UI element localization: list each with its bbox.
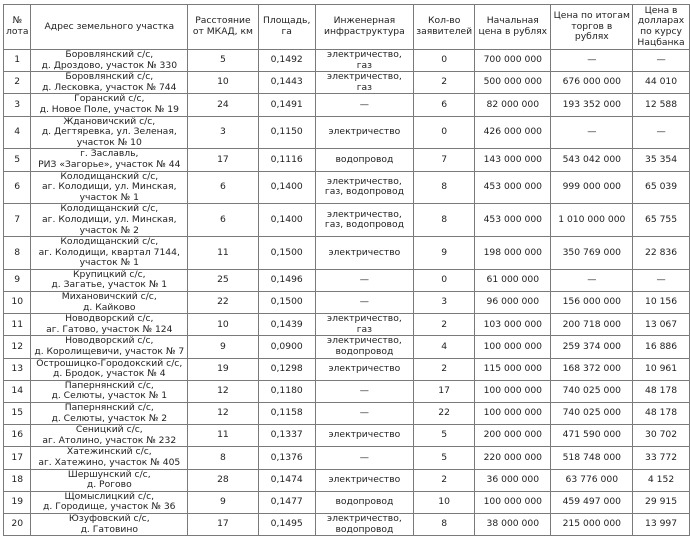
lot-number-cell: 18 — [4, 469, 31, 491]
header-final-price: Цена по итогам торгов в рублях — [551, 5, 633, 50]
distance-cell: 6 — [188, 171, 259, 204]
table-row — [4, 358, 690, 380]
area-cell: 0,1496 — [258, 269, 315, 291]
usd-price-cell: 12 588 — [633, 94, 690, 116]
applicants-cell: 5 — [414, 447, 475, 469]
area-cell: 0,1495 — [258, 513, 315, 535]
address-cell: Михановичский с/с, д. Кайково — [31, 292, 188, 314]
header-distance: Расстояние от МКАД, км — [188, 5, 259, 50]
area-cell: 0,1492 — [258, 50, 315, 72]
usd-price-cell: 33 772 — [633, 447, 690, 469]
applicants-cell: 2 — [414, 72, 475, 94]
address-cell: Юзуфовский с/с, д. Гатовино — [31, 513, 188, 535]
address-cell: Крупицкий с/с, д. Загатье, участок № 1 — [31, 269, 188, 291]
usd-price-cell: 65 755 — [633, 204, 690, 237]
infrastructure-cell: — — [315, 269, 414, 291]
distance-cell: 11 — [188, 425, 259, 447]
usd-price-cell: 30 702 — [633, 425, 690, 447]
infrastructure-cell: — — [315, 94, 414, 116]
final-price-cell: 215 000 000 — [551, 513, 633, 535]
infrastructure-cell: электричество — [315, 116, 414, 149]
area-cell: 0,1400 — [258, 204, 315, 237]
header-start-price: Начальная цена в рублях — [475, 5, 551, 50]
infrastructure-cell: — — [315, 403, 414, 425]
usd-price-cell: — — [633, 50, 690, 72]
start-price-cell: 200 000 000 — [475, 425, 551, 447]
distance-cell: 3 — [188, 116, 259, 149]
final-price-cell: 459 497 000 — [551, 491, 633, 513]
infrastructure-cell: электричество, газ, водопровод — [315, 204, 414, 237]
table-row — [4, 292, 690, 314]
lot-number-cell: 17 — [4, 447, 31, 469]
area-cell: 0,1376 — [258, 447, 315, 469]
start-price-cell: 453 000 000 — [475, 204, 551, 237]
applicants-cell: 8 — [414, 513, 475, 535]
usd-price-cell: 35 354 — [633, 149, 690, 171]
start-price-cell: 115 000 000 — [475, 358, 551, 380]
applicants-cell: 0 — [414, 116, 475, 149]
header-area: Площадь, га — [258, 5, 315, 50]
final-price-cell: 471 590 000 — [551, 425, 633, 447]
distance-cell: 17 — [188, 149, 259, 171]
applicants-cell: 8 — [414, 204, 475, 237]
lot-number-cell: 7 — [4, 204, 31, 237]
address-cell: Колодищанский с/с, аг. Колодищи, ул. Минская, участок № 2 — [31, 204, 188, 237]
address-cell: Сеницкий с/с, аг. Атолино, участок № 232 — [31, 425, 188, 447]
distance-cell: 19 — [188, 358, 259, 380]
usd-price-cell: 22 836 — [633, 237, 690, 270]
area-cell: 0,1477 — [258, 491, 315, 513]
distance-cell: 6 — [188, 204, 259, 237]
final-price-cell: 740 025 000 — [551, 403, 633, 425]
lot-number-cell: 20 — [4, 513, 31, 535]
applicants-cell: 6 — [414, 94, 475, 116]
final-price-cell: 1 010 000 000 — [551, 204, 633, 237]
lot-number-cell: 19 — [4, 491, 31, 513]
start-price-cell: 453 000 000 — [475, 171, 551, 204]
lot-number-cell: 4 — [4, 116, 31, 149]
table-row — [4, 269, 690, 291]
header-infrastructure: Инженерная инфраструктура — [315, 5, 414, 50]
applicants-cell: 9 — [414, 237, 475, 270]
usd-price-cell: 10 156 — [633, 292, 690, 314]
infrastructure-cell: электричество, газ — [315, 50, 414, 72]
distance-cell: 5 — [188, 50, 259, 72]
address-cell: Острошицко-Городокский с/с, д. Бродок, участок № 4 — [31, 358, 188, 380]
area-cell: 0,1443 — [258, 72, 315, 94]
infrastructure-cell: электричество, водопровод — [315, 513, 414, 535]
distance-cell: 12 — [188, 380, 259, 402]
applicants-cell: 10 — [414, 491, 475, 513]
address-cell: Колодищанский с/с, аг. Колодищи, ул. Минская, участок № 1 — [31, 171, 188, 204]
start-price-cell: 100 000 000 — [475, 380, 551, 402]
lot-number-cell: 14 — [4, 380, 31, 402]
table-row — [4, 491, 690, 513]
table-row — [4, 149, 690, 171]
start-price-cell: 100 000 000 — [475, 336, 551, 358]
auction-results-table-container — [3, 4, 690, 536]
table-row — [4, 204, 690, 237]
infrastructure-cell: водопровод — [315, 491, 414, 513]
applicants-cell: 2 — [414, 314, 475, 336]
start-price-cell: 220 000 000 — [475, 447, 551, 469]
table-row — [4, 72, 690, 94]
lot-number-cell: 8 — [4, 237, 31, 270]
start-price-cell: 100 000 000 — [475, 403, 551, 425]
applicants-cell: 0 — [414, 269, 475, 291]
final-price-cell: 168 372 000 — [551, 358, 633, 380]
applicants-cell: 22 — [414, 403, 475, 425]
header-applicants: Кол-во заявителей — [414, 5, 475, 50]
address-cell: Горанский с/с, д. Новое Поле, участок № 19 — [31, 94, 188, 116]
table-row — [4, 237, 690, 270]
infrastructure-cell: электричество — [315, 358, 414, 380]
lot-number-cell: 12 — [4, 336, 31, 358]
final-price-cell: 518 748 000 — [551, 447, 633, 469]
usd-price-cell: 29 915 — [633, 491, 690, 513]
infrastructure-cell: электричество — [315, 237, 414, 270]
area-cell: 0,1180 — [258, 380, 315, 402]
applicants-cell: 2 — [414, 469, 475, 491]
usd-price-cell: 65 039 — [633, 171, 690, 204]
usd-price-cell: 10 961 — [633, 358, 690, 380]
area-cell: 0,1500 — [258, 237, 315, 270]
area-cell: 0,0900 — [258, 336, 315, 358]
usd-price-cell: 16 886 — [633, 336, 690, 358]
address-cell: Щомыслицкий с/с, д. Городище, участок № 36 — [31, 491, 188, 513]
final-price-cell: — — [551, 269, 633, 291]
table-row — [4, 171, 690, 204]
distance-cell: 24 — [188, 94, 259, 116]
applicants-cell: 7 — [414, 149, 475, 171]
infrastructure-cell: электричество — [315, 469, 414, 491]
distance-cell: 9 — [188, 491, 259, 513]
header-address: Адрес земельного участка — [31, 5, 188, 50]
lot-number-cell: 2 — [4, 72, 31, 94]
table-row — [4, 469, 690, 491]
header-row — [4, 5, 690, 50]
lot-number-cell: 3 — [4, 94, 31, 116]
start-price-cell: 198 000 000 — [475, 237, 551, 270]
table-row — [4, 116, 690, 149]
table-body — [4, 50, 690, 536]
start-price-cell: 100 000 000 — [475, 491, 551, 513]
infrastructure-cell: водопровод — [315, 149, 414, 171]
area-cell: 0,1116 — [258, 149, 315, 171]
start-price-cell: 36 000 000 — [475, 469, 551, 491]
infrastructure-cell: — — [315, 380, 414, 402]
distance-cell: 17 — [188, 513, 259, 535]
usd-price-cell: 13 997 — [633, 513, 690, 535]
lot-number-cell: 15 — [4, 403, 31, 425]
address-cell: Хатежинский с/с, аг. Хатежино, участок № 405 — [31, 447, 188, 469]
distance-cell: 12 — [188, 403, 259, 425]
table-row — [4, 380, 690, 402]
final-price-cell: 999 000 000 — [551, 171, 633, 204]
table-row — [4, 50, 690, 72]
applicants-cell: 4 — [414, 336, 475, 358]
usd-price-cell: 48 178 — [633, 380, 690, 402]
area-cell: 0,1158 — [258, 403, 315, 425]
start-price-cell: 143 000 000 — [475, 149, 551, 171]
table-row — [4, 513, 690, 535]
area-cell: 0,1491 — [258, 94, 315, 116]
distance-cell: 8 — [188, 447, 259, 469]
usd-price-cell: — — [633, 269, 690, 291]
area-cell: 0,1474 — [258, 469, 315, 491]
table-row — [4, 403, 690, 425]
final-price-cell: 156 000 000 — [551, 292, 633, 314]
lot-number-cell: 13 — [4, 358, 31, 380]
table-row — [4, 425, 690, 447]
address-cell: Боровлянский с/с, д. Дроздово, участок № 330 — [31, 50, 188, 72]
final-price-cell: 740 025 000 — [551, 380, 633, 402]
applicants-cell: 17 — [414, 380, 475, 402]
final-price-cell: 193 352 000 — [551, 94, 633, 116]
start-price-cell: 61 000 000 — [475, 269, 551, 291]
start-price-cell: 103 000 000 — [475, 314, 551, 336]
address-cell: Папернянский с/с, д. Селюты, участок № 1 — [31, 380, 188, 402]
address-cell: Ждановичский с/с, д. Дегтяревка, ул. Зеленая, участок № 10 — [31, 116, 188, 149]
final-price-cell: 543 042 000 — [551, 149, 633, 171]
start-price-cell: 700 000 000 — [475, 50, 551, 72]
table-row — [4, 336, 690, 358]
lot-number-cell: 6 — [4, 171, 31, 204]
lot-number-cell: 5 — [4, 149, 31, 171]
final-price-cell: — — [551, 116, 633, 149]
infrastructure-cell: электричество, газ — [315, 314, 414, 336]
infrastructure-cell: — — [315, 292, 414, 314]
area-cell: 0,1400 — [258, 171, 315, 204]
area-cell: 0,1298 — [258, 358, 315, 380]
usd-price-cell: — — [633, 116, 690, 149]
lot-number-cell: 9 — [4, 269, 31, 291]
distance-cell: 9 — [188, 336, 259, 358]
header-lot-number: № лота — [4, 5, 31, 50]
address-cell: Шершунский с/с, д. Рогово — [31, 469, 188, 491]
distance-cell: 10 — [188, 72, 259, 94]
usd-price-cell: 48 178 — [633, 403, 690, 425]
distance-cell: 10 — [188, 314, 259, 336]
distance-cell: 28 — [188, 469, 259, 491]
lot-number-cell: 11 — [4, 314, 31, 336]
area-cell: 0,1150 — [258, 116, 315, 149]
infrastructure-cell: — — [315, 447, 414, 469]
area-cell: 0,1337 — [258, 425, 315, 447]
distance-cell: 25 — [188, 269, 259, 291]
start-price-cell: 38 000 000 — [475, 513, 551, 535]
address-cell: г. Заславль, РИЗ «Загорье», участок № 44 — [31, 149, 188, 171]
usd-price-cell: 44 010 — [633, 72, 690, 94]
address-cell: Колодищанский с/с, аг. Колодищи, квартал 7144, участок № 1 — [31, 237, 188, 270]
infrastructure-cell: электричество — [315, 425, 414, 447]
infrastructure-cell: электричество, газ — [315, 72, 414, 94]
usd-price-cell: 4 152 — [633, 469, 690, 491]
final-price-cell: — — [551, 50, 633, 72]
address-cell: Новодворский с/с, д. Королищевичи, участок № 7 — [31, 336, 188, 358]
lot-number-cell: 10 — [4, 292, 31, 314]
final-price-cell: 350 769 000 — [551, 237, 633, 270]
auction-results-table — [3, 4, 690, 536]
final-price-cell: 200 718 000 — [551, 314, 633, 336]
infrastructure-cell: электричество, водопровод — [315, 336, 414, 358]
distance-cell: 11 — [188, 237, 259, 270]
lot-number-cell: 1 — [4, 50, 31, 72]
address-cell: Папернянский с/с, д. Селюты, участок № 2 — [31, 403, 188, 425]
area-cell: 0,1439 — [258, 314, 315, 336]
address-cell: Новодворский с/с, аг. Гатово, участок № 124 — [31, 314, 188, 336]
infrastructure-cell: электричество, газ, водопровод — [315, 171, 414, 204]
applicants-cell: 3 — [414, 292, 475, 314]
applicants-cell: 0 — [414, 50, 475, 72]
lot-number-cell: 16 — [4, 425, 31, 447]
start-price-cell: 500 000 000 — [475, 72, 551, 94]
address-cell: Боровлянский с/с, д. Лесковка, участок № 744 — [31, 72, 188, 94]
applicants-cell: 8 — [414, 171, 475, 204]
start-price-cell: 96 000 000 — [475, 292, 551, 314]
start-price-cell: 426 000 000 — [475, 116, 551, 149]
area-cell: 0,1500 — [258, 292, 315, 314]
header-usd-price: Цена в долларах по курсу Нацбанка — [633, 5, 690, 50]
final-price-cell: 63 776 000 — [551, 469, 633, 491]
table-row — [4, 447, 690, 469]
applicants-cell: 2 — [414, 358, 475, 380]
start-price-cell: 82 000 000 — [475, 94, 551, 116]
table-row — [4, 314, 690, 336]
distance-cell: 22 — [188, 292, 259, 314]
table-row — [4, 94, 690, 116]
final-price-cell: 676 000 000 — [551, 72, 633, 94]
usd-price-cell: 13 067 — [633, 314, 690, 336]
final-price-cell: 259 374 000 — [551, 336, 633, 358]
applicants-cell: 5 — [414, 425, 475, 447]
